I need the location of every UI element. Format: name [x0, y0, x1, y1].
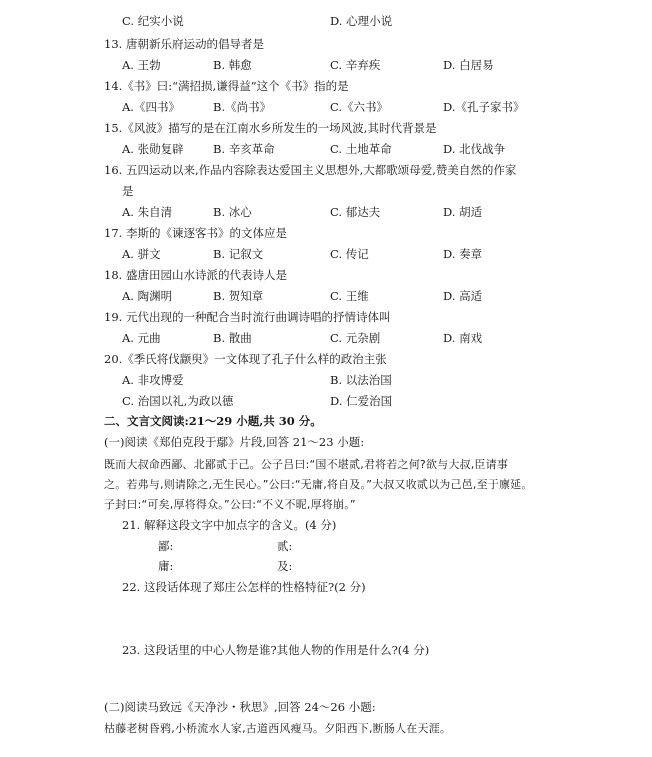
section-2-heading: 二、文言文阅读:21～29 小题,共 30 分。	[104, 414, 322, 428]
option-q18-d: D. 高适	[443, 289, 483, 303]
passage-line-1: 既而大叔命西鄙、北鄙贰于己。公子吕曰:“国不堪贰,君将若之何?欲与大叔,臣请事	[104, 458, 509, 471]
part-2-intro: (二)阅读马致远《天净沙・秋思》,回答 24～26 小题:	[104, 700, 376, 714]
option-q14-d: D.《孔子家书》	[443, 100, 525, 114]
option-q16-d: D. 胡适	[443, 205, 483, 219]
question-19-stem: 19. 元代出现的一种配合当时流行曲调诗唱的抒情诗体叫	[104, 310, 391, 324]
q21-term-yong: 庸:	[158, 559, 174, 573]
option-q19-a: A. 元曲	[122, 331, 161, 345]
option-q18-c: C. 王维	[330, 289, 369, 303]
question-23-stem: 23. 这段话里的中心人物是谁?其他人物的作用是什么?(4 分)	[122, 643, 430, 657]
option-q20-a: A. 非攻博爱	[122, 373, 184, 387]
question-17-stem: 17. 李斯的《谏逐客书》的文体应是	[104, 226, 287, 240]
option-q18-a: A. 陶渊明	[122, 289, 173, 303]
option-q16-a: A. 朱自清	[122, 205, 173, 219]
option-q15-a: A. 张勋复辟	[122, 142, 184, 156]
option-q16-c: C. 郁达夫	[330, 205, 381, 219]
option-q18-b: B. 贺知章	[213, 289, 264, 303]
option-q13-b: B. 韩愈	[213, 58, 252, 72]
option-q12-c: C. 纪实小说	[122, 14, 184, 28]
question-22-stem: 22. 这段话体现了郑庄公怎样的性格特征?(2 分)	[122, 580, 366, 594]
option-q15-c: C. 土地革命	[330, 142, 392, 156]
question-16-stem-cont: 是	[122, 184, 134, 198]
option-q14-a: A.《四书》	[122, 100, 180, 114]
option-q13-c: C. 辛弃疾	[330, 58, 381, 72]
question-16-stem: 16. 五四运动以来,作品内容除表达爱国主义思想外,大都歌颂母爱,赞美自然的作家	[104, 163, 517, 177]
part-1-intro: (一)阅读《郑伯克段于鄢》片段,回答 21～23 小题:	[104, 435, 365, 449]
question-18-stem: 18. 盛唐田园山水诗派的代表诗人是	[104, 268, 287, 282]
question-15-stem: 15.《风波》描写的是在江南水乡所发生的一场风波,其时代背景是	[104, 121, 437, 135]
option-q16-b: B. 冰心	[213, 205, 252, 219]
option-q20-c: C. 治国以礼,为政以德	[122, 394, 234, 408]
option-q14-c: C.《六书》	[330, 100, 389, 114]
option-q15-b: B. 辛亥革命	[213, 142, 275, 156]
passage-line-2: 之。若弗与,则请除之,无生民心。”公曰:“无庸,将自及。”大叔又收贰以为己邑,至于廪延。	[104, 478, 533, 491]
option-q20-b: B. 以法治国	[330, 373, 392, 387]
option-q13-d: D. 白居易	[443, 58, 494, 72]
question-14-stem: 14.《书》曰:“满招损,谦得益”这个《书》指的是	[104, 79, 349, 93]
option-q14-b: B.《尚书》	[213, 100, 272, 114]
question-20-stem: 20.《季氏将伐颛臾》一文体现了孔子什么样的政治主张	[104, 352, 387, 366]
option-q17-d: D. 奏章	[443, 247, 483, 261]
option-q17-b: B. 记叙文	[213, 247, 264, 261]
option-q17-c: C. 传记	[330, 247, 369, 261]
option-q19-b: B. 散曲	[213, 331, 252, 345]
option-q15-d: D. 北伐战争	[443, 142, 506, 156]
passage-line-3: 子封曰:“可矣,厚将得众。”公曰:“不义不昵,厚将崩。”	[104, 498, 356, 511]
option-q17-a: A. 骈文	[122, 247, 161, 261]
q21-term-ji: 及:	[277, 559, 293, 573]
q21-term-bi: 鄙:	[158, 539, 174, 553]
option-q19-d: D. 南戏	[443, 331, 483, 345]
option-q19-c: C. 元杂剧	[330, 331, 381, 345]
q21-term-er: 贰:	[277, 539, 293, 553]
option-q12-d: D. 心理小说	[330, 14, 393, 28]
poem-text: 枯藤老树昏鸦,小桥流水人家,古道西风瘦马。夕阳西下,断肠人在天涯。	[104, 722, 452, 735]
question-21-stem: 21. 解释这段文字中加点字的含义。(4 分)	[122, 518, 337, 532]
option-q20-d: D. 仁爱治国	[330, 394, 393, 408]
option-q13-a: A. 王勃	[122, 58, 161, 72]
question-13-stem: 13. 唐朝新乐府运动的倡导者是	[104, 37, 264, 51]
